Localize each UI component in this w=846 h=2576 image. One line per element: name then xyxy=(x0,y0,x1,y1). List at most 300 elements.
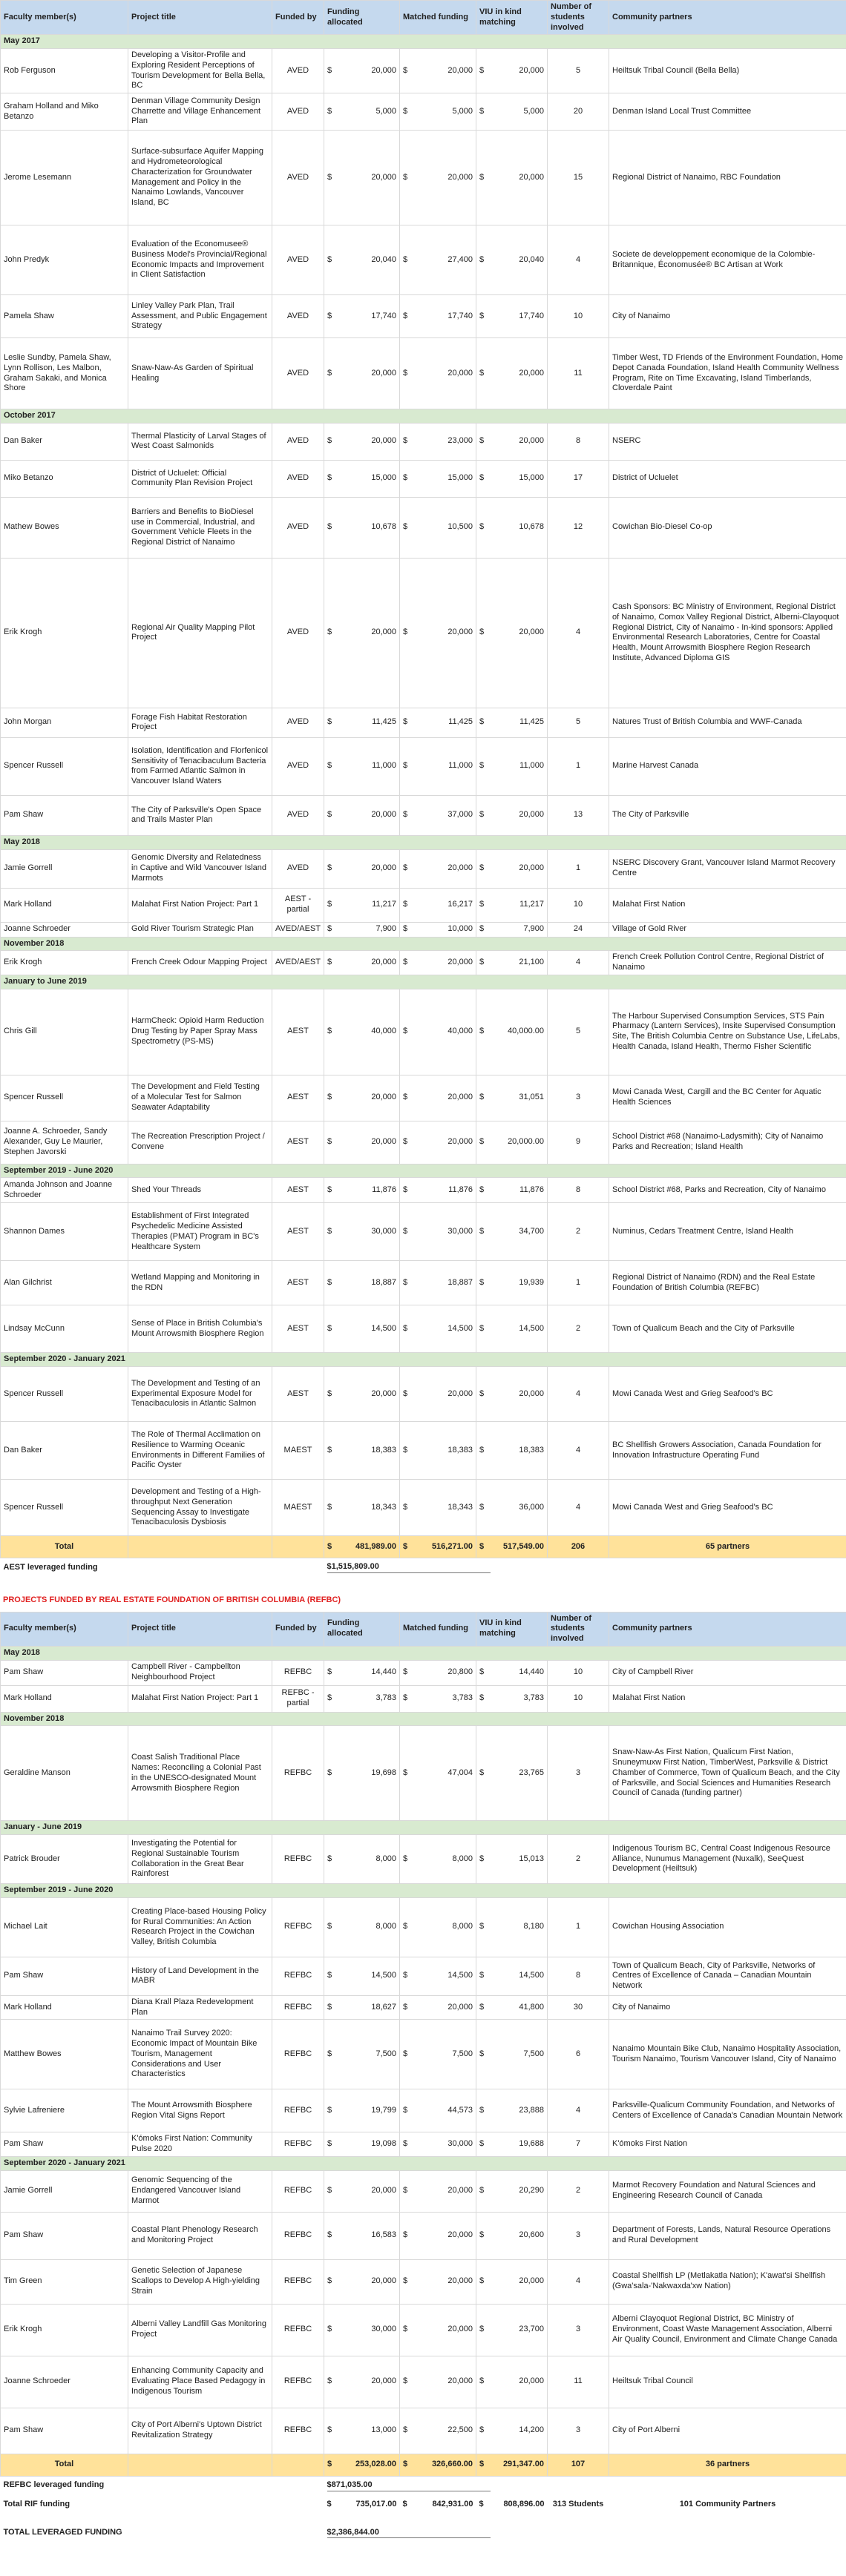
section-header xyxy=(1,1164,846,1178)
section-header xyxy=(1,1884,846,1898)
partners-cell: K'ómoks First Nation xyxy=(609,2132,846,2157)
matched-funding-cell: $ 10,000 xyxy=(400,922,476,937)
funding-allocated-cell: $ 11,425 xyxy=(324,708,400,737)
matched-funding-cell: $ 20,000 xyxy=(400,849,476,888)
students-cell: 4 xyxy=(548,225,609,295)
students-cell: 15 xyxy=(548,131,609,225)
funded-by-cell: AVED xyxy=(272,423,324,460)
funded-by-cell: AVED xyxy=(272,338,324,409)
partners-cell: NSERC xyxy=(609,423,846,460)
matched-funding-cell: $ 20,000 xyxy=(400,1075,476,1121)
faculty-cell: Spencer Russell xyxy=(1,1075,128,1121)
rif-partners: 101 Community Partners xyxy=(679,2500,776,2509)
funding-allocated-cell: $ 14,500 xyxy=(324,1957,400,1995)
viu-in-kind-cell: $ 20,040 xyxy=(476,225,548,295)
funding-allocated-cell: $ 20,000 xyxy=(324,338,400,409)
funded-by-cell: AVED xyxy=(272,497,324,558)
matched-funding-cell: $ 20,000 xyxy=(400,2356,476,2408)
project-title-cell: Nanaimo Trail Survey 2020: Economic Impact of Mountain Bike Tourism, Management Considerations and User Characteristics xyxy=(128,2020,272,2089)
header-students: Number of students involved xyxy=(548,1612,609,1646)
matched-funding-cell: $ 8,000 xyxy=(400,1897,476,1957)
viu-in-kind-cell: $ 20,000 xyxy=(476,849,548,888)
matched-funding-cell: $ 5,000 xyxy=(400,93,476,131)
funding-allocated-cell: $ 20,000 xyxy=(324,49,400,93)
funding-allocated-cell: $ 20,000 xyxy=(324,849,400,888)
header-community-partners: Community partners xyxy=(609,1612,846,1646)
rif-students: 313 Students xyxy=(552,2500,604,2509)
funding-allocated-cell: $ 17,740 xyxy=(324,295,400,338)
table-row xyxy=(1,1835,846,1884)
viu-in-kind-cell: $ 21,100 xyxy=(476,951,548,975)
matched-funding-cell: $ 30,000 xyxy=(400,2132,476,2157)
funding-allocated-cell: $ 20,000 xyxy=(324,2170,400,2212)
funding-allocated-cell: $ 11,000 xyxy=(324,737,400,795)
students-cell: 4 xyxy=(548,558,609,708)
table-row xyxy=(1,1726,846,1821)
partners-cell: Town of Qualicum Beach, City of Parksville, Networks of Centres of Excellence of Canada – Canadian Mountain Network xyxy=(609,1957,846,1995)
viu-in-kind-cell: $ 31,051 xyxy=(476,1075,548,1121)
project-title-cell: The Development and Field Testing of a Molecular Test for Salmon Seawater Adaptability xyxy=(128,1075,272,1121)
matched-funding-cell: $ 17,740 xyxy=(400,295,476,338)
faculty-cell: Jamie Gorrell xyxy=(1,2170,128,2212)
grand-total-value: $2,386,844.00 xyxy=(327,2528,491,2539)
viu-in-kind-cell: $ 34,700 xyxy=(476,1203,548,1261)
faculty-cell: Patrick Brouder xyxy=(1,1835,128,1884)
viu-in-kind-cell: $ 41,800 xyxy=(476,1995,548,2020)
section-label: January to June 2019 xyxy=(1,975,846,989)
students-cell: 3 xyxy=(548,2304,609,2356)
funded-by-cell: AVED xyxy=(272,708,324,737)
faculty-cell: Geraldine Manson xyxy=(1,1726,128,1821)
viu-in-kind-cell: $ 14,500 xyxy=(476,1305,548,1353)
funding-allocated-cell: $ 11,217 xyxy=(324,888,400,922)
faculty-cell: Joanne A. Schroeder, Sandy Alexander, Guy Le Maurier, Stephen Javorski xyxy=(1,1121,128,1164)
partners-cell: The Harbour Supervised Consumption Services, STS Pain Pharmacy (Lantern Services), Insite Supervised Consumption Site, The British Columbia Centre on Substance Use, LifeLabs, Health Canada, Island Health, Thermo Fisher Scientific xyxy=(609,989,846,1075)
table-row xyxy=(1,708,846,737)
header-funded-by: Funded by xyxy=(272,1,324,35)
faculty-cell: Mark Holland xyxy=(1,1685,128,1712)
aest-total-row xyxy=(1,1536,846,1558)
table-row xyxy=(1,1305,846,1353)
table-row xyxy=(1,849,846,888)
table-row xyxy=(1,295,846,338)
refbc-leveraged-row xyxy=(1,2476,846,2495)
faculty-cell: Matthew Bowes xyxy=(1,2020,128,2089)
table-row xyxy=(1,423,846,460)
students-cell: 4 xyxy=(548,1422,609,1480)
matched-funding-cell: $ 20,800 xyxy=(400,1660,476,1685)
refbc-leveraged-value: $871,035.00 xyxy=(327,2480,491,2491)
section-label: September 2019 - June 2020 xyxy=(1,1884,846,1898)
students-cell: 5 xyxy=(548,708,609,737)
students-cell: 1 xyxy=(548,737,609,795)
funding-allocated-cell: $ 20,040 xyxy=(324,225,400,295)
header-project-title: Project title xyxy=(128,1612,272,1646)
faculty-cell: Joanne Schroeder xyxy=(1,922,128,937)
faculty-cell: Jamie Gorrell xyxy=(1,849,128,888)
viu-in-kind-cell: $ 19,688 xyxy=(476,2132,548,2157)
viu-in-kind-cell: $ 36,000 xyxy=(476,1480,548,1536)
rif-allocated: $ 735,017.00 xyxy=(327,2500,397,2509)
total-matched: $ 326,660.00 xyxy=(400,2454,476,2476)
funding-allocated-cell: $ 30,000 xyxy=(324,2304,400,2356)
matched-funding-cell: $ 8,000 xyxy=(400,1835,476,1884)
total-allocated: $ 253,028.00 xyxy=(324,2454,400,2476)
funded-by-cell: REFBC xyxy=(272,2089,324,2132)
faculty-cell: Erik Krogh xyxy=(1,951,128,975)
viu-in-kind-cell: $ 23,888 xyxy=(476,2089,548,2132)
project-title-cell: Denman Village Community Design Charrette and Village Enhancement Plan xyxy=(128,93,272,131)
students-cell: 30 xyxy=(548,1995,609,2020)
faculty-cell: John Predyk xyxy=(1,225,128,295)
partners-cell: Mowi Canada West and Grieg Seafood's BC xyxy=(609,1480,846,1536)
section-label: November 2018 xyxy=(1,937,846,951)
students-cell: 8 xyxy=(548,1957,609,1995)
partners-cell: NSERC Discovery Grant, Vancouver Island Marmot Recovery Centre xyxy=(609,849,846,888)
funded-by-cell: AEST xyxy=(272,1121,324,1164)
matched-funding-cell: $ 40,000 xyxy=(400,989,476,1075)
partners-cell: Natures Trust of British Columbia and WWF-Canada xyxy=(609,708,846,737)
section-label: September 2020 - January 2021 xyxy=(1,2156,846,2170)
total-partners: 65 partners xyxy=(609,1536,846,1558)
faculty-cell: Miko Betanzo xyxy=(1,460,128,497)
students-cell: 2 xyxy=(548,1305,609,1353)
project-title-cell: Barriers and Benefits to BioDiesel use in Commercial, Industrial, and Government Vehicle Fleets in the Regional District of Nanaimo xyxy=(128,497,272,558)
students-cell: 4 xyxy=(548,2259,609,2304)
table-row xyxy=(1,888,846,922)
funding-allocated-cell: $ 16,583 xyxy=(324,2212,400,2259)
rif-label: Total RIF funding xyxy=(3,2500,70,2509)
viu-in-kind-cell: $ 20,600 xyxy=(476,2212,548,2259)
partners-cell: Nanaimo Mountain Bike Club, Nanaimo Hospitality Association, Tourism Nanaimo, Tourism Vancouver Island, City of Nanaimo xyxy=(609,2020,846,2089)
partners-cell: Regional District of Nanaimo (RDN) and the Real Estate Foundation of British Columbia (REFBC) xyxy=(609,1261,846,1305)
partners-cell: Alberni Clayoquot Regional District, BC Ministry of Environment, Coast Waste Management Association, Alberni Air Quality Council, Environment and Climate Change Canada xyxy=(609,2304,846,2356)
project-title-cell: Snaw-Naw-As Garden of Spiritual Healing xyxy=(128,338,272,409)
funded-by-cell: AVED xyxy=(272,737,324,795)
students-cell: 2 xyxy=(548,2170,609,2212)
partners-cell: Timber West, TD Friends of the Environment Foundation, Home Depot Canada Foundation, Island Health Community Wellness Program, Rite on Time Excavating, Island Timberlands, Cloverdale Paint xyxy=(609,338,846,409)
header-matched-funding: Matched funding xyxy=(400,1612,476,1646)
students-cell: 2 xyxy=(548,1203,609,1261)
matched-funding-cell: $ 20,000 xyxy=(400,131,476,225)
project-title-cell: District of Ucluelet: Official Community Plan Revision Project xyxy=(128,460,272,497)
funding-allocated-cell: $ 20,000 xyxy=(324,2356,400,2408)
refbc-header xyxy=(1,1612,846,1646)
funding-allocated-cell: $ 20,000 xyxy=(324,131,400,225)
matched-funding-cell: $ 18,887 xyxy=(400,1261,476,1305)
matched-funding-cell: $ 47,004 xyxy=(400,1726,476,1821)
viu-in-kind-cell: $ 7,900 xyxy=(476,922,548,937)
faculty-cell: Pam Shaw xyxy=(1,795,128,835)
project-title-cell: Genomic Diversity and Relatedness in Captive and Wild Vancouver Island Marmots xyxy=(128,849,272,888)
students-cell: 1 xyxy=(548,1897,609,1957)
matched-funding-cell: $ 30,000 xyxy=(400,1203,476,1261)
table-row xyxy=(1,922,846,937)
table-row xyxy=(1,795,846,835)
section-label: November 2018 xyxy=(1,1712,846,1726)
refbc-body xyxy=(1,1646,846,2454)
project-title-cell: Evaluation of the Economusee® Business Model's Provincial/Regional Economic Impacts and Improvement in Client Satisfaction xyxy=(128,225,272,295)
students-cell: 4 xyxy=(548,1480,609,1536)
matched-funding-cell: $ 20,000 xyxy=(400,49,476,93)
project-title-cell: K'ómoks First Nation: Community Pulse 2020 xyxy=(128,2132,272,2157)
project-title-cell: City of Port Alberni's Uptown District Revitalization Strategy xyxy=(128,2408,272,2454)
project-title-cell: Surface-subsurface Aquifer Mapping and Hydrometeorological Characterization for Groundwater Management and Policy in the Nanaimo Lowlands, Vancouver Island, BC xyxy=(128,131,272,225)
project-title-cell: History of Land Development in the MABR xyxy=(128,1957,272,1995)
header-funded-by: Funded by xyxy=(272,1612,324,1646)
funded-by-cell: REFBC xyxy=(272,1726,324,1821)
matched-funding-cell: $ 20,000 xyxy=(400,1367,476,1422)
funded-by-cell: AVED xyxy=(272,225,324,295)
viu-in-kind-cell: $ 7,500 xyxy=(476,2020,548,2089)
funding-allocated-cell: $ 19,799 xyxy=(324,2089,400,2132)
faculty-cell: Pam Shaw xyxy=(1,1957,128,1995)
funded-by-cell: REFBC xyxy=(272,1660,324,1685)
funding-allocated-cell: $ 8,000 xyxy=(324,1835,400,1884)
students-cell: 8 xyxy=(548,1178,609,1203)
table-row xyxy=(1,558,846,708)
table-row xyxy=(1,989,846,1075)
aest-body xyxy=(1,35,846,1536)
students-cell: 5 xyxy=(548,989,609,1075)
table-row xyxy=(1,2089,846,2132)
faculty-cell: Sylvie Lafreniere xyxy=(1,2089,128,2132)
partners-cell: Regional District of Nanaimo, RBC Foundation xyxy=(609,131,846,225)
funded-by-cell: AEST - partial xyxy=(272,888,324,922)
partners-cell: Heiltsuk Tribal Council xyxy=(609,2356,846,2408)
project-title-cell: Forage Fish Habitat Restoration Project xyxy=(128,708,272,737)
table-row xyxy=(1,1367,846,1422)
funded-by-cell: REFBC - partial xyxy=(272,1685,324,1712)
matched-funding-cell: $ 14,500 xyxy=(400,1305,476,1353)
partners-cell: French Creek Pollution Control Centre, Regional District of Nanaimo xyxy=(609,951,846,975)
funded-by-cell: AVED/AEST xyxy=(272,951,324,975)
viu-in-kind-cell: $ 23,765 xyxy=(476,1726,548,1821)
header-faculty: Faculty member(s) xyxy=(1,1612,128,1646)
viu-in-kind-cell: $ 20,000 xyxy=(476,131,548,225)
viu-in-kind-cell: $ 11,000 xyxy=(476,737,548,795)
funding-allocated-cell: $ 7,900 xyxy=(324,922,400,937)
viu-in-kind-cell: $ 14,200 xyxy=(476,2408,548,2454)
faculty-cell: Leslie Sundby, Pamela Shaw, Lynn Rollison, Les Malbon, Graham Sakaki, and Monica Shore xyxy=(1,338,128,409)
matched-funding-cell: $ 23,000 xyxy=(400,423,476,460)
project-title-cell: French Creek Odour Mapping Project xyxy=(128,951,272,975)
students-cell: 10 xyxy=(548,1685,609,1712)
partners-cell: School District #68, Parks and Recreation, City of Nanaimo xyxy=(609,1178,846,1203)
matched-funding-cell: $ 20,000 xyxy=(400,2304,476,2356)
faculty-cell: Pam Shaw xyxy=(1,1660,128,1685)
students-cell: 24 xyxy=(548,922,609,937)
funded-by-cell: AEST xyxy=(272,989,324,1075)
section-header xyxy=(1,835,846,849)
funded-by-cell: REFBC xyxy=(272,1835,324,1884)
students-cell: 12 xyxy=(548,497,609,558)
table-row xyxy=(1,1957,846,1995)
project-title-cell: Shed Your Threads xyxy=(128,1178,272,1203)
total-label: Total xyxy=(1,2454,128,2476)
viu-in-kind-cell: $ 14,500 xyxy=(476,1957,548,1995)
viu-in-kind-cell: $ 11,425 xyxy=(476,708,548,737)
funded-by-cell: AEST xyxy=(272,1075,324,1121)
total-allocated: $ 481,989.00 xyxy=(324,1536,400,1558)
partners-cell: City of Nanaimo xyxy=(609,1995,846,2020)
students-cell: 17 xyxy=(548,460,609,497)
students-cell: 8 xyxy=(548,423,609,460)
total-students: 206 xyxy=(548,1536,609,1558)
table-row xyxy=(1,49,846,93)
matched-funding-cell: $ 14,500 xyxy=(400,1957,476,1995)
faculty-cell: Dan Baker xyxy=(1,1422,128,1480)
funding-allocated-cell: $ 20,000 xyxy=(324,1075,400,1121)
matched-funding-cell: $ 20,000 xyxy=(400,1995,476,2020)
table-row xyxy=(1,2408,846,2454)
students-cell: 20 xyxy=(548,93,609,131)
partners-cell: Heiltsuk Tribal Council (Bella Bella) xyxy=(609,49,846,93)
faculty-cell: John Morgan xyxy=(1,708,128,737)
funding-allocated-cell: $ 40,000 xyxy=(324,989,400,1075)
section-header xyxy=(1,35,846,49)
table-row xyxy=(1,951,846,975)
matched-funding-cell: $ 22,500 xyxy=(400,2408,476,2454)
table-row xyxy=(1,1422,846,1480)
viu-in-kind-cell: $ 23,700 xyxy=(476,2304,548,2356)
funding-allocated-cell: $ 18,887 xyxy=(324,1261,400,1305)
partners-cell: Indigenous Tourism BC, Central Coast Indigenous Resource Alliance, Nunumus Management (Nuxalk), SeeQuest Development (Heiltsuk) xyxy=(609,1835,846,1884)
funded-by-cell: AVED xyxy=(272,131,324,225)
students-cell: 10 xyxy=(548,888,609,922)
matched-funding-cell: $ 20,000 xyxy=(400,558,476,708)
funded-by-cell: REFBC xyxy=(272,1995,324,2020)
viu-in-kind-cell: $ 18,383 xyxy=(476,1422,548,1480)
matched-funding-cell: $ 37,000 xyxy=(400,795,476,835)
faculty-cell: Dan Baker xyxy=(1,423,128,460)
faculty-cell: Shannon Dames xyxy=(1,1203,128,1261)
header-project-title: Project title xyxy=(128,1,272,35)
project-title-cell: Genomic Sequencing of the Endangered Vancouver Island Marmot xyxy=(128,2170,272,2212)
viu-in-kind-cell: $ 5,000 xyxy=(476,93,548,131)
project-title-cell: Coast Salish Traditional Place Names: Reconciling a Colonial Past in the UNESCO-designated Mount Arrowsmith Biosphere Region xyxy=(128,1726,272,1821)
table-row xyxy=(1,460,846,497)
students-cell: 4 xyxy=(548,1367,609,1422)
partners-cell: Marine Harvest Canada xyxy=(609,737,846,795)
header-matched-funding: Matched funding xyxy=(400,1,476,35)
students-cell: 6 xyxy=(548,2020,609,2089)
funding-allocated-cell: $ 20,000 xyxy=(324,2259,400,2304)
grand-total-row xyxy=(1,2523,846,2543)
funded-by-cell: AEST xyxy=(272,1178,324,1203)
funding-allocated-cell: $ 30,000 xyxy=(324,1203,400,1261)
funding-allocated-cell: $ 19,698 xyxy=(324,1726,400,1821)
project-title-cell: The City of Parksville's Open Space and Trails Master Plan xyxy=(128,795,272,835)
partners-cell: Malahat First Nation xyxy=(609,888,846,922)
project-title-cell: Investigating the Potential for Regional Sustainable Tourism Collaboration in the Great Bear Rainforest xyxy=(128,1835,272,1884)
table-row xyxy=(1,1995,846,2020)
faculty-cell: Chris Gill xyxy=(1,989,128,1075)
aest-leveraged-value: $1,515,809.00 xyxy=(327,1562,491,1573)
faculty-cell: Erik Krogh xyxy=(1,558,128,708)
header-funding-allocated: Funding allocated xyxy=(324,1,400,35)
funding-allocated-cell: $ 18,383 xyxy=(324,1422,400,1480)
viu-in-kind-cell: $ 20,000 xyxy=(476,795,548,835)
funded-by-cell: REFBC xyxy=(272,2304,324,2356)
matched-funding-cell: $ 3,783 xyxy=(400,1685,476,1712)
total-matched: $ 516,271.00 xyxy=(400,1536,476,1558)
funding-allocated-cell: $ 19,098 xyxy=(324,2132,400,2157)
project-title-cell: Malahat First Nation Project: Part 1 xyxy=(128,1685,272,1712)
partners-cell: Societe de developpement economique de la Colombie-Britannique, Économusée® BC Artisan at Work xyxy=(609,225,846,295)
table-row xyxy=(1,497,846,558)
project-title-cell: Enhancing Community Capacity and Evaluating Place Based Pedagogy in Indigenous Tourism xyxy=(128,2356,272,2408)
students-cell: 4 xyxy=(548,951,609,975)
project-title-cell: Malahat First Nation Project: Part 1 xyxy=(128,888,272,922)
funded-by-cell: REFBC xyxy=(272,2170,324,2212)
partners-cell: Denman Island Local Trust Committee xyxy=(609,93,846,131)
matched-funding-cell: $ 20,000 xyxy=(400,2170,476,2212)
students-cell: 11 xyxy=(548,338,609,409)
funding-allocated-cell: $ 20,000 xyxy=(324,1121,400,1164)
funded-by-cell: AVED xyxy=(272,295,324,338)
aest-leveraged-label: AEST leveraged funding xyxy=(3,1562,98,1572)
aest-header xyxy=(1,1,846,35)
funding-allocated-cell: $ 20,000 xyxy=(324,423,400,460)
partners-cell: Mowi Canada West and Grieg Seafood's BC xyxy=(609,1367,846,1422)
total-viu: $ 517,549.00 xyxy=(476,1536,548,1558)
funded-by-cell: REFBC xyxy=(272,1897,324,1957)
matched-funding-cell: $ 18,343 xyxy=(400,1480,476,1536)
students-cell: 1 xyxy=(548,849,609,888)
project-title-cell: Wetland Mapping and Monitoring in the RDN xyxy=(128,1261,272,1305)
total-label: Total xyxy=(1,1536,128,1558)
section-label: May 2018 xyxy=(1,835,846,849)
students-cell: 3 xyxy=(548,2408,609,2454)
funding-allocated-cell: $ 10,678 xyxy=(324,497,400,558)
students-cell: 5 xyxy=(548,49,609,93)
viu-in-kind-cell: $ 40,000.00 xyxy=(476,989,548,1075)
funded-by-cell: REFBC xyxy=(272,2259,324,2304)
faculty-cell: Mark Holland xyxy=(1,888,128,922)
matched-funding-cell: $ 18,383 xyxy=(400,1422,476,1480)
matched-funding-cell: $ 20,000 xyxy=(400,2259,476,2304)
viu-in-kind-cell: $ 20,000.00 xyxy=(476,1121,548,1164)
table-row xyxy=(1,1261,846,1305)
faculty-cell: Pamela Shaw xyxy=(1,295,128,338)
header-viu-in-kind: VIU in kind matching xyxy=(476,1,548,35)
faculty-cell: Michael Lait xyxy=(1,1897,128,1957)
partners-cell: Snaw-Naw-As First Nation, Qualicum First Nation, Snuneymuxw First Nation, TimberWest, Parksville & District Chamber of Commerce, Town of Qualicum Beach, and the City of Parksville, and Social Sciences and Humanities Research Council of Canada (funding partner) xyxy=(609,1726,846,1821)
project-title-cell: Genetic Selection of Japanese Scallops to Develop A High-yielding Strain xyxy=(128,2259,272,2304)
faculty-cell: Jerome Lesemann xyxy=(1,131,128,225)
section-label: May 2017 xyxy=(1,35,846,49)
funded-by-cell: AEST xyxy=(272,1261,324,1305)
header-students: Number of students involved xyxy=(548,1,609,35)
table-row xyxy=(1,338,846,409)
partners-cell: Department of Forests, Lands, Natural Resource Operations and Rural Development xyxy=(609,2212,846,2259)
project-title-cell: Linley Valley Park Plan, Trail Assessment, and Public Engagement Strategy xyxy=(128,295,272,338)
faculty-cell: Spencer Russell xyxy=(1,1367,128,1422)
funded-by-cell: AEST xyxy=(272,1367,324,1422)
funded-by-cell: AVED xyxy=(272,93,324,131)
faculty-cell: Spencer Russell xyxy=(1,737,128,795)
section-header xyxy=(1,1646,846,1660)
project-title-cell: Isolation, Identification and Florfenicol Sensitivity of Tenacibaculum Bacteria from Farmed Atlantic Salmon in Vancouver Island Waters xyxy=(128,737,272,795)
total-partners: 36 partners xyxy=(609,2454,846,2476)
faculty-cell: Graham Holland and Miko Betanzo xyxy=(1,93,128,131)
grand-total-label: TOTAL LEVERAGED FUNDING xyxy=(3,2528,122,2537)
table-row xyxy=(1,1480,846,1536)
faculty-cell: Mathew Bowes xyxy=(1,497,128,558)
viu-in-kind-cell: $ 20,000 xyxy=(476,558,548,708)
refbc-summary xyxy=(1,2454,846,2543)
